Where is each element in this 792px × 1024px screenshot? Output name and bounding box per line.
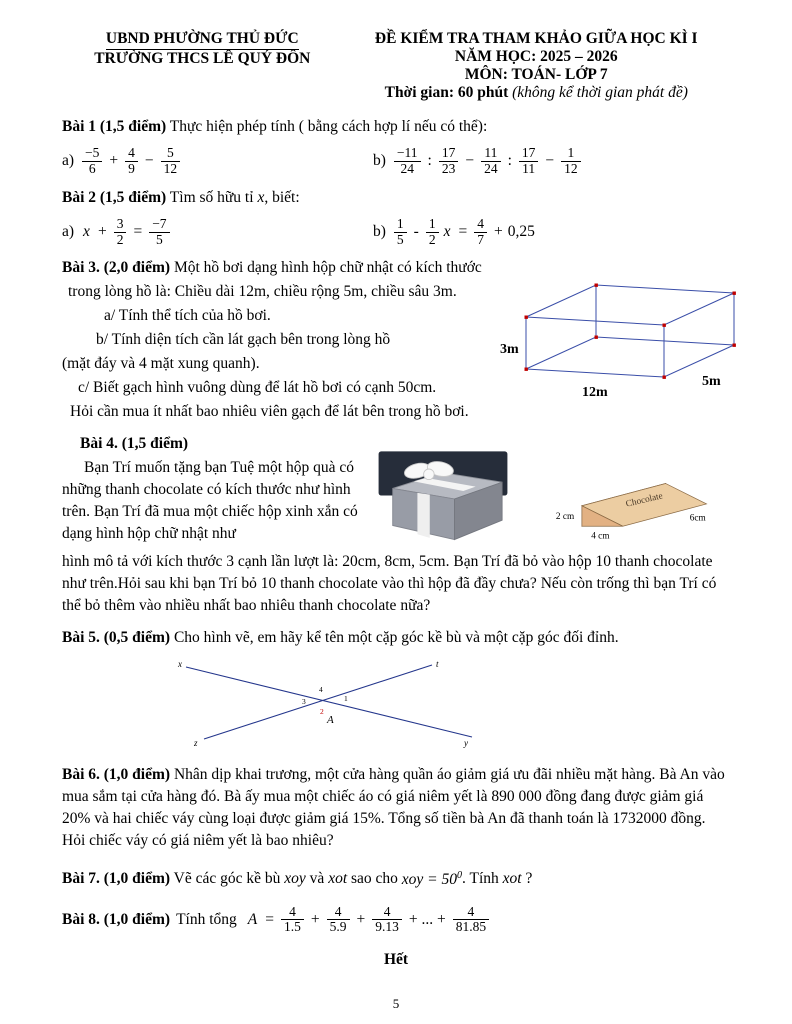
problem-8-label: Bài 8. (1,0 điểm) bbox=[62, 910, 171, 928]
problem-5 bbox=[62, 627, 730, 754]
org-name-text: UBND PHƯỜNG THỦ ĐỨC bbox=[106, 30, 299, 50]
item-label: b) bbox=[373, 223, 386, 241]
problem-2-intro: Tìm số hữu tỉ bbox=[169, 188, 254, 206]
fraction: $\frac{5}{12}$ bbox=[161, 146, 181, 177]
angle-4-label: 4 bbox=[319, 685, 323, 695]
ray-x-label: x bbox=[178, 659, 182, 670]
angle-3-label: 3 bbox=[302, 697, 306, 707]
fraction: $\frac{-11}{24}$ bbox=[394, 146, 421, 177]
fraction: $\frac{4}{9}$ bbox=[125, 146, 138, 177]
fraction: $\frac{11}{24}$ bbox=[481, 146, 501, 177]
math-angle-xot: xot bbox=[502, 870, 522, 888]
length-label: 12m bbox=[582, 385, 608, 400]
end-marker: Hết bbox=[383, 951, 409, 969]
intersecting-lines-drawing bbox=[174, 657, 484, 749]
angle-2-label: 2 bbox=[320, 707, 324, 717]
problem-8 bbox=[62, 905, 730, 936]
math-var-x: x bbox=[443, 223, 451, 241]
angles-figure bbox=[174, 657, 730, 754]
fraction: $\frac{17}{11}$ bbox=[519, 146, 539, 177]
school-year: NĂM HỌC: 2025 – 2026 bbox=[454, 48, 618, 65]
problem-1-heading bbox=[62, 116, 730, 138]
item-label: a) bbox=[62, 223, 75, 241]
math-var-x: x bbox=[257, 188, 265, 206]
height-label: 2 cm bbox=[555, 512, 575, 523]
time-limit-note: (không kể thời gian phát đề) bbox=[512, 84, 688, 101]
problem-8-intro: Tính tổng bbox=[176, 910, 237, 928]
item-label: a) bbox=[62, 152, 75, 170]
header-left bbox=[62, 30, 343, 102]
fraction: $\frac{-5}{6}$ bbox=[82, 146, 102, 177]
fraction: $\frac{1}{12}$ bbox=[561, 146, 581, 177]
problem-8-row: Bài 8. (1,0 điểm) Tính tổng A = $\frac{4}{1.5}$ + $\frac{4}{5.9}$ + $\frac{4}{9.13}$ + ... + $\frac{4}{81.85}$ bbox=[62, 905, 730, 936]
time-limit bbox=[343, 84, 730, 102]
problem-1-label: Bài 1 (1,5 điểm) bbox=[62, 118, 167, 135]
gift-box-image bbox=[368, 449, 518, 554]
item-label: b) bbox=[373, 152, 386, 170]
math-var-A: A bbox=[247, 910, 258, 928]
chocolate-image bbox=[554, 463, 726, 548]
cuboid-diagram bbox=[496, 259, 748, 399]
problem-4 bbox=[62, 433, 730, 617]
width-label: 5m bbox=[702, 374, 721, 390]
ray-t-label: t bbox=[436, 659, 439, 670]
problem-5-heading: Bài 5. (0,5 điểm) Cho hình vẽ, em hãy kể tên một cặp góc kề bù và một cặp góc đối đỉnh. bbox=[62, 629, 619, 647]
vertex-dots bbox=[525, 284, 736, 379]
org-name bbox=[62, 30, 343, 50]
fraction: $\frac{4}{9.13}$ bbox=[372, 905, 402, 936]
ray-y-label: y bbox=[464, 738, 468, 749]
problem-3-heading: Bài 3. (2,0 điểm) Một hồ bơi dạng hình hộp chữ nhật có kích thước bbox=[62, 259, 482, 277]
problem-6 bbox=[62, 764, 730, 852]
fraction: $\frac{4}{5.9}$ bbox=[327, 905, 350, 936]
problem-2 bbox=[62, 187, 730, 248]
angle-1-label: 1 bbox=[344, 694, 348, 704]
problem-2-expressions bbox=[62, 217, 730, 248]
pool-figure bbox=[496, 259, 748, 404]
fraction: $\frac{17}{23}$ bbox=[439, 146, 459, 177]
school-name: TRƯỜNG THCS LÊ QUÝ ĐÔN bbox=[94, 50, 311, 67]
width-label: 4 cm bbox=[591, 531, 610, 542]
problem-7-heading: Bài 7. (1,0 điểm) Vẽ các góc kề bù xoy và xot sao cho xoy = $50^0$. Tính xot ? bbox=[62, 869, 533, 888]
problem-3-label: Bài 3. (2,0 điểm) bbox=[62, 259, 171, 277]
math-angle-xot: xot bbox=[328, 870, 348, 888]
problem-1a: a) $\frac{-5}{6}$ + $\frac{4}{9}$ − $\frac{5}{12}$ bbox=[62, 146, 373, 177]
fraction: $\frac{4}{7}$ bbox=[474, 217, 487, 248]
point-A-label: A bbox=[327, 714, 334, 727]
page-number: 5 bbox=[392, 996, 400, 1011]
problem-4-label: Bài 4. (1,5 điểm) bbox=[80, 435, 189, 453]
exam-title: ĐỀ KIỂM TRA THAM KHẢO GIỮA HỌC KÌ I bbox=[374, 30, 698, 47]
length-label: 6cm bbox=[689, 514, 706, 525]
problem-3 bbox=[62, 257, 730, 423]
problem-4-paragraph-2: hình mô tả với kích thước 3 cạnh lần lượt là: 20cm, 8cm, 5cm. Bạn Trí đã bỏ vào hộp 10 thanh chocolate như trên.Hỏi sau khi bạn Trí bỏ 10 thanh chocolate vào thì hộp đã đầy chưa? Nếu còn trống thì bạn Trí có thể bỏ thêm vào nhiều nhất bao nhiêu thanh chocolate nữa? bbox=[62, 553, 717, 615]
fraction: $\frac{1}{2}$ bbox=[426, 217, 439, 248]
fraction: $\frac{3}{2}$ bbox=[114, 217, 127, 248]
problem-3-body: trong lòng hồ là: Chiều dài 12m, chiều rộng 5m, chiều sâu 3m. a/ Tính thể tích của hồ bơi. b/ Tính diện tích cần lát gạch bên trong lòng hồ (mặt đáy và 4 mặt xung quanh). c/ Biết gạch hình vuông dùng để lát hồ bơi có cạnh 50cm. Hỏi cần mua ít nhất bao nhiêu viên gạch để lát bên trong hồ bơi. bbox=[62, 283, 469, 421]
gift-box-drawing bbox=[368, 449, 518, 549]
problem-1-expressions bbox=[62, 146, 730, 177]
problem-1 bbox=[62, 116, 730, 177]
chocolate-prism-drawing bbox=[554, 463, 726, 543]
problem-1-intro: Thực hiện phép tính ( bằng cách hợp lí nếu có thể): bbox=[169, 118, 488, 135]
problem-2b: b) $\frac{1}{5}$ - $\frac{1}{2}$ x = $\frac{4}{7}$ + 0,25 bbox=[373, 215, 535, 247]
subject-line: MÔN: TOÁN- LỚP 7 bbox=[464, 66, 608, 83]
decimal-const: 0,25 bbox=[507, 223, 535, 241]
math-var-x: x bbox=[83, 223, 90, 241]
fraction: $\frac{1}{5}$ bbox=[394, 217, 407, 248]
problem-7 bbox=[62, 868, 730, 890]
problem-6-text: Nhân dịp khai trương, một cửa hàng quần áo giảm giá ưu đãi nhiều mặt hàng. Bà An vào mua sắm tại cửa hàng đó. Bà ấy mua một chiếc áo có giá niêm yết là 890 000 đồng đang được giảm giá 20% và hai chiếc váy cùng loại được giảm giá 15%. Tổng số tiền bà An đã thanh toán là 1732000 đồng. Hỏi chiếc váy có giá niêm yết là bao nhiêu? bbox=[62, 766, 725, 850]
header-right bbox=[343, 30, 730, 102]
math-angle-xoy: xoy bbox=[284, 870, 306, 888]
time-limit-bold: Thời gian: 60 phút bbox=[384, 84, 509, 101]
problem-2-heading: Bài 2 (1,5 điểm) Tìm số hữu tỉ x, biết: bbox=[62, 188, 300, 206]
problem-7-label: Bài 7. (1,0 điểm) bbox=[62, 870, 171, 888]
problem-2a: a) x + $\frac{3}{2}$ = $\frac{-7}{5}$ bbox=[62, 217, 373, 248]
fraction: $\frac{-7}{5}$ bbox=[149, 217, 169, 248]
problem-5-label: Bài 5. (0,5 điểm) bbox=[62, 629, 171, 647]
problem-4-paragraph-1: Bạn Trí muốn tặng bạn Tuệ một hộp quà có những thanh chocolate có kích thước như hình trên. Bạn Trí đã mua một chiếc hộp xinh xắn có dạng hình hộp chữ nhật như bbox=[62, 459, 358, 543]
problem-6-label: Bài 6. (1,0 điểm) bbox=[62, 766, 171, 784]
document-header bbox=[62, 30, 730, 102]
problem-2-label: Bài 2 (1,5 điểm) bbox=[62, 188, 167, 206]
problem-1b: b) $\frac{-11}{24}$ : $\frac{17}{23}$ − $\frac{11}{24}$ : $\frac{17}{11}$ − $\frac{1}{12}$ bbox=[373, 146, 583, 177]
ellipsis: + ... + bbox=[408, 910, 446, 928]
math-angle-value: xoy = $50^0$ bbox=[401, 869, 463, 888]
chocolate-label: Chocolate bbox=[624, 491, 664, 511]
fraction: $\frac{4}{1.5}$ bbox=[281, 905, 304, 936]
fraction: $\frac{4}{81.85}$ bbox=[453, 905, 489, 936]
ray-z-label: z bbox=[194, 738, 198, 749]
problem-6-heading bbox=[62, 764, 730, 852]
depth-label: 3m bbox=[500, 342, 519, 358]
